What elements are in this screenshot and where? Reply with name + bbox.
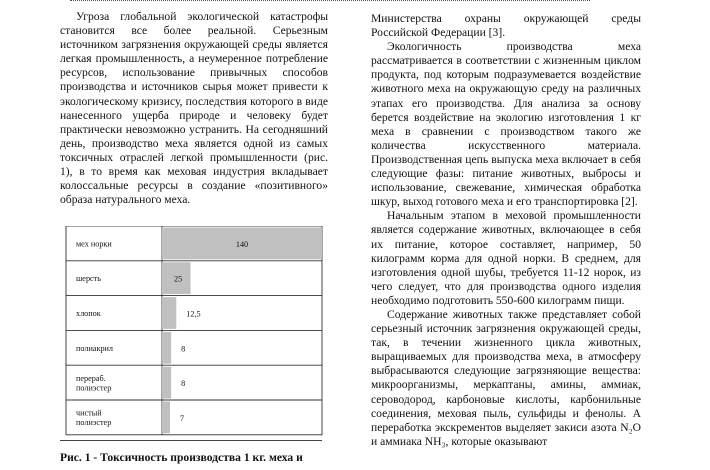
toxicity-bar-chart: [60, 226, 328, 438]
figure-caption-rule: [60, 440, 322, 441]
value-label: 25: [174, 274, 183, 284]
category-label: мех норки: [76, 239, 112, 249]
chart-svg: [60, 226, 328, 438]
bar-5: [162, 367, 171, 399]
body-paragraph: Содержание животных также представляет собой серьезный источник загрязнения окружающей среды, так, в течении жизненного цикла животных, выращиваемых для производства меха, в атмосферу выбрасываются следующие загрязняющие вещества: микроорганизмы, меркаптаны, амины, аммиак, сероводород, карбоновые кислоты, карбонильные соединения, меховая пыль, сульфиды и фенолы. А переработка экскрементов выделяет закиси азота N₂O и аммиака NH₃, которые оказывают: [371, 307, 641, 448]
category-label: чистый полиэстер: [76, 408, 112, 428]
body-paragraph: Начальным этапом в меховой промышленности является содержание животных, включающее в себя их питание, которое составляет, например, 50 килограмм корма для одной норки. В среднем, для изготовления одной шубы, требуется 11-12 норок, из чего следует, что для производства одного изделия необходимо подготовить 550-600 килограмм пищи.: [371, 209, 641, 307]
continued-paragraph: Министерства охраны окружающей среды Российской Федерации [3].: [371, 12, 641, 40]
body-paragraph: Экологичность производства меха рассматривается в соответствии с жизненным циклом продукта, под которым подразумевается воздействие животного меха на окружающую среду на различных этапах его производства. Для анализа за основу берется воздействие на экологию изготовления 1 кг меха в сравнении с производством такого же количества искусственного материала. Производственная цепь выпуска меха включает в себя следующие фазы: питание животных, выбросы и использование, свежевание, химическая обработка шкур, выход готового меха и его транспортировка [2].: [371, 40, 641, 209]
left-column: [60, 10, 328, 207]
bar-4: [162, 332, 171, 364]
category-label: шерсть: [76, 274, 101, 284]
value-label: 140: [235, 239, 249, 249]
category-label: хлопок: [76, 309, 101, 318]
value-label: 8: [181, 379, 186, 389]
bar-6: [162, 402, 170, 434]
category-label: полиакрил: [76, 343, 114, 353]
figure-caption: Рис. 1 - Токсичность производства 1 кг. меха и: [60, 451, 303, 464]
body-paragraph: Угроза глобальной экологической катастрофы становится все более реальной. Серьезным источником загрязнения окружающей среды является легкая промышленность, а неумеренное потребление ресурсов, использование привычных способов производства и источников сырья может привести к экологическому кризису, последствия которого в виде нанесенного ущерба природе и человеку будет практически невозможно устранить. На сегодняшний день, производство меха является одной из самых токсичных отраслей легкой промышленности (рис. 1), в то время как меховая индустрия вкладывает колоссальные ресурсы в создание «позитивного» образа натурального меха.: [60, 10, 328, 207]
category-label: перераб. полиэстер: [76, 373, 112, 393]
right-column: [371, 12, 641, 449]
bar-3: [162, 297, 176, 329]
cropped-previous-line: [70, 0, 590, 2]
value-label: 7: [180, 413, 185, 423]
value-label: 8: [181, 344, 186, 354]
value-label: 12,5: [186, 309, 201, 319]
